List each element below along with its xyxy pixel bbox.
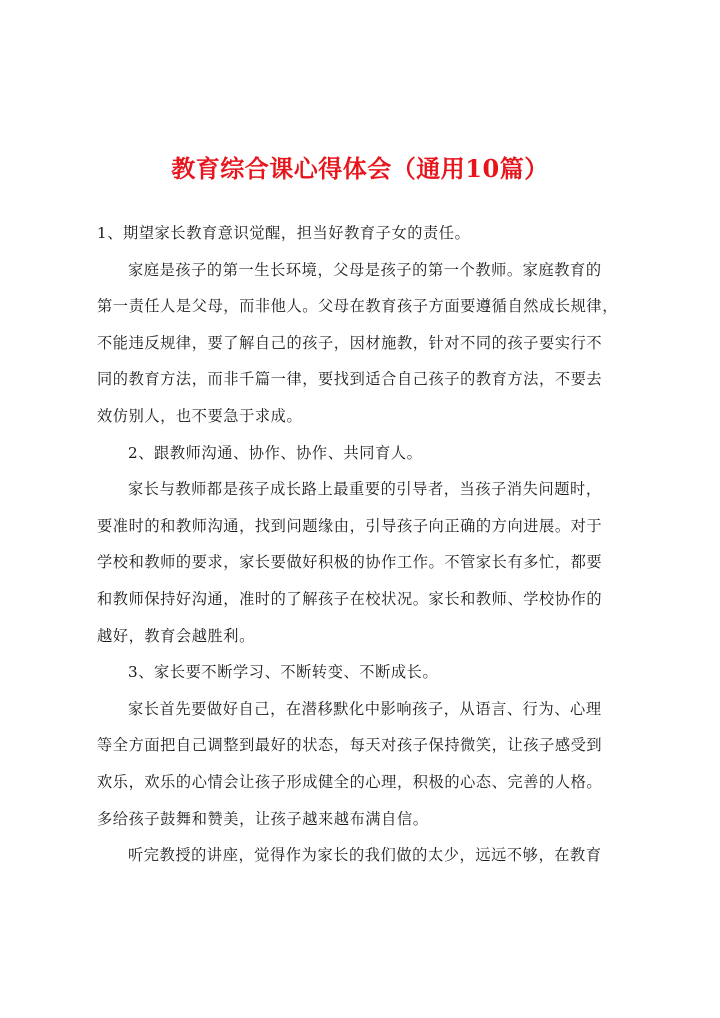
paragraph-line: 多给孩子鼓舞和赞美，让孩子越来越布满自信。: [97, 809, 429, 828]
section-heading-2: 2、跟教师沟通、协作、协作、共同育人。: [128, 443, 423, 462]
section-heading-1: 1、期望家长教育意识觉醒，担当好教育子女的责任。: [97, 224, 471, 242]
paragraph-line: 家长与教师都是孩子成长路上最重要的引导者，当孩子消失问题时，: [128, 480, 602, 499]
paragraph-line: 家长首先要做好自己，在潜移默化中影响孩子，从语言、行为、心理: [128, 699, 602, 718]
paragraph-line: 学校和教师的要求，家长要做好积极的协作工作。不管家长有多忙，都要: [97, 553, 603, 572]
paragraph-line: 不能违反规律，要了解自己的孩子，因材施教，针对不同的孩子要实行不: [97, 333, 603, 352]
paragraph-line: 效仿别人，也不要急于求成。: [97, 406, 303, 425]
paragraph-line: 家庭是孩子的第一生长环境，父母是孩子的第一个教师。家庭教育的: [128, 260, 602, 279]
paragraph-line: 听完教授的讲座，觉得作为家长的我们做的太少，远远不够，在教育: [128, 846, 602, 865]
paragraph-line: 同的教育方法，而非千篇一律，要找到适合自己孩子的教育方法，不要去: [97, 370, 603, 389]
paragraph-line: 等全方面把自己调整到最好的状态，每天对孩子保持微笑，让孩子感受到: [97, 736, 603, 755]
document-body: [97, 215, 629, 874]
paragraph-line: 和教师保持好沟通，准时的了解孩子在校状况。家长和教师、学校协作的: [97, 589, 603, 608]
paragraph-line: 欢乐，欢乐的心情会让孩子形成健全的心理，积极的心态、完善的人格。: [97, 772, 603, 791]
section-heading-3: 3、家长要不断学习、不断转变、不断成长。: [128, 663, 439, 682]
document-title: 教育综合课心得体会（通用10篇）: [171, 154, 549, 183]
paragraph-line: 第一责任人是父母，而非他人。父母在教育孩子方面要遵循自然成长规律，: [97, 297, 618, 316]
paragraph-line: 要准时的和教师沟通，找到问题缘由，引导孩子向正确的方向进展。对于: [97, 516, 603, 535]
paragraph-line: 越好，教育会越胜利。: [97, 626, 255, 645]
